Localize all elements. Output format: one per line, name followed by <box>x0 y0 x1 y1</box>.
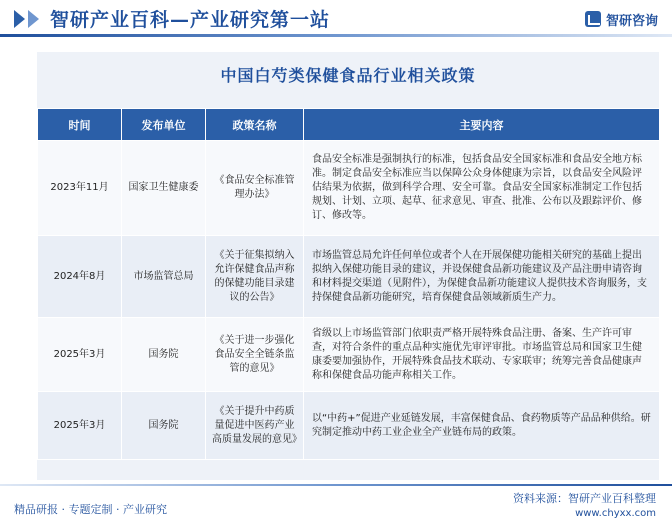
policy-panel <box>37 52 659 480</box>
chevron-right-icon <box>14 10 25 28</box>
row-policy: 《关于提升中药质量促进中医药产业高质量发展的意见》 <box>206 392 304 460</box>
data-source: 资料来源：智研产业百科整理 <box>513 492 656 505</box>
site-header <box>0 0 672 38</box>
table-row <box>38 141 660 236</box>
row-date: 2025年3月 <box>38 318 122 392</box>
row-publisher: 市场监管总局 <box>122 236 206 318</box>
row-content: 以“中药+”促进产业延链发展，丰富保健食品、食药物质等产品品种供给。研究制定推动中药工业企业全产业链布局的政策。 <box>304 392 660 460</box>
row-publisher: 国务院 <box>122 392 206 460</box>
footer-divider <box>0 484 672 486</box>
row-publisher: 国家卫生健康委 <box>122 141 206 236</box>
policy-table <box>37 108 660 460</box>
footer-tagline: 精品研报 · 专题定制 · 产业研究 <box>14 503 167 516</box>
website-link[interactable]: www.chyxx.com <box>575 508 656 519</box>
site-footer <box>0 484 672 530</box>
column-header-content: 主要内容 <box>304 109 660 141</box>
brand-name: 智研咨询 <box>605 13 658 29</box>
site-title: 智研产业百科—产业研究第一站 <box>50 9 331 31</box>
row-content: 市场监管总局允许任何单位或者个人在开展保健功能相关研究的基础上提出拟纳入保健功能目录的建议，并设保健食品新功能建议及产品注册申请咨询和材料提交渠道（见附件），为保健食品新功能建议人提供技术咨询服务，支持保健食品新功能研究，培育保健食品领域新质生产力。 <box>304 236 660 318</box>
table-row <box>38 236 660 318</box>
row-date: 2023年11月 <box>38 141 122 236</box>
header-divider <box>0 34 672 37</box>
column-header-publisher: 发布单位 <box>122 109 206 141</box>
row-policy: 《关于征集拟纳入允许保健食品声称的保健功能目录建议的公告》 <box>206 236 304 318</box>
table-row <box>38 318 660 392</box>
column-header-policy: 政策名称 <box>206 109 304 141</box>
row-policy: 《食品安全标准管理办法》 <box>206 141 304 236</box>
row-date: 2024年8月 <box>38 236 122 318</box>
row-content: 食品安全标准是强制执行的标准，包括食品安全国家标准和食品安全地方标准。制定食品安全标准应当以保障公众身体健康为宗旨，以食品安全风险评估结果为依据，做到科学合理、安全可靠。食品安全国家标准制定工作包括规划、计划、立项、起草、征求意见、审查、批准、公布以及跟踪评价、修订、修改等。 <box>304 141 660 236</box>
brand-logo[interactable] <box>585 8 658 30</box>
table-header-row <box>38 109 660 141</box>
column-header-date: 时间 <box>38 109 122 141</box>
chart-icon <box>585 11 601 27</box>
panel-title: 中国白芍类保健食品行业相关政策 <box>220 65 476 85</box>
row-publisher: 国务院 <box>122 318 206 392</box>
row-policy: 《关于进一步强化食品安全全链条监管的意见》 <box>206 318 304 392</box>
chevron-right-icon <box>28 10 39 28</box>
row-content: 省级以上市场监管部门依职责严格开展特殊食品注册、备案、生产许可审查，对符合条件的重点品种实施优先审评审批。市场监管总局和国家卫生健康委要加强协作，开展特殊食品技术联动、专家联审；统筹完善食品健康声称和保健食品功能声称相关工作。 <box>304 318 660 392</box>
row-date: 2025年3月 <box>38 392 122 460</box>
table-row <box>38 392 660 460</box>
